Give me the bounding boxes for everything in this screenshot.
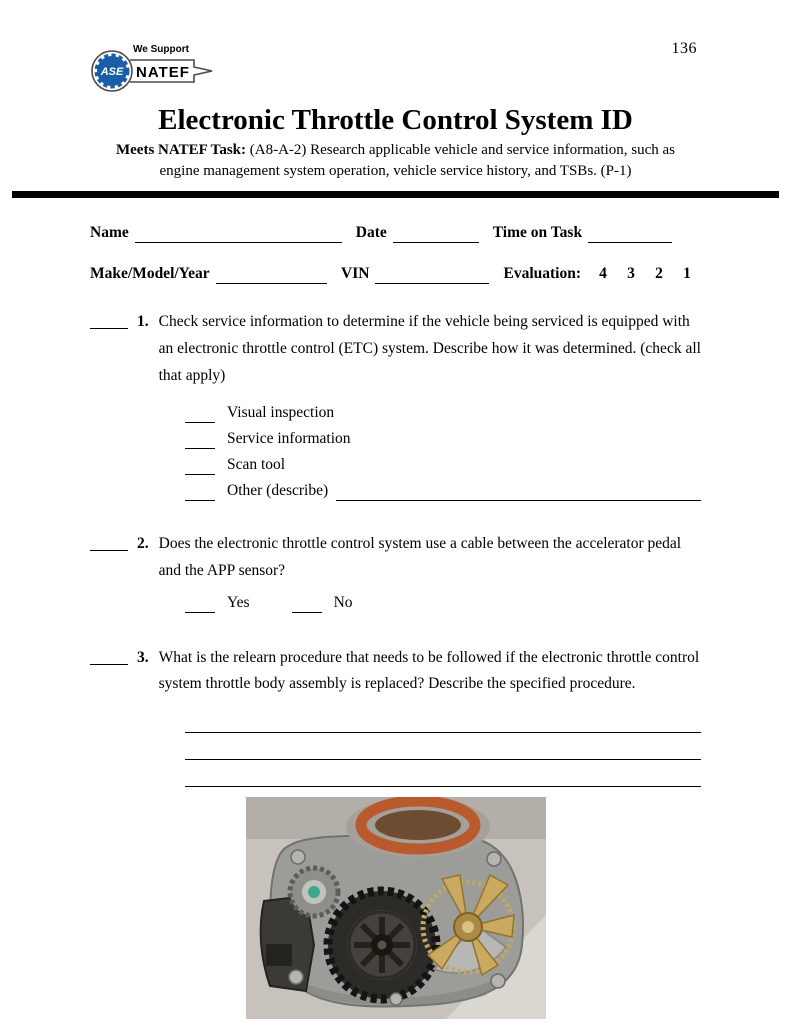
option-scan-tool	[185, 455, 701, 475]
option-service-information-checkbox[interactable]	[185, 432, 215, 449]
form-row-vehicle	[90, 264, 701, 284]
natef-logo-text: NATEF	[136, 64, 190, 81]
question-1-number: 1.	[137, 313, 149, 331]
make-model-year-label: Make/Model/Year	[90, 265, 210, 283]
date-label: Date	[355, 224, 387, 242]
option-visual-inspection-checkbox[interactable]	[185, 406, 215, 423]
throttle-body-photo	[246, 797, 546, 1019]
option-no-checkbox[interactable]	[292, 596, 322, 613]
vin-label: VIN	[341, 265, 370, 283]
ase-badge-text: ASE	[100, 66, 124, 78]
option-other-checkbox[interactable]	[185, 484, 215, 501]
name-label: Name	[90, 224, 129, 242]
evaluation-4[interactable]: 4	[599, 265, 607, 283]
question-3	[90, 645, 701, 698]
question-1	[90, 309, 701, 389]
question-2-options	[185, 593, 701, 613]
option-visual-inspection	[185, 403, 701, 423]
answer-line-2[interactable]	[185, 733, 701, 760]
logo-tagline: We Support	[133, 44, 189, 55]
vin-field[interactable]	[375, 267, 489, 284]
question-2-number: 2.	[137, 535, 149, 553]
natef-logo-graphic	[86, 40, 221, 102]
worksheet-content	[90, 223, 701, 787]
task-text-2: engine management system operation, vehicle service history, and TSBs. (P-1)	[159, 163, 632, 180]
option-service-information-label: Service information	[227, 430, 351, 448]
question-3-text: What is the relearn procedure that needs to be followed if the electronic throttle control system throttle body assembly is replaced? Describe the specified procedure.	[158, 648, 700, 693]
option-scan-tool-label: Scan tool	[227, 456, 286, 474]
question-1-text: Check service information to determine if the vehicle being serviced is equipped with an electronic throttle control (ETC) system. Describe how it was determined. (check all that apply)	[158, 313, 701, 384]
evaluation-1[interactable]: 1	[683, 265, 691, 283]
question-3-answer-lines	[185, 706, 701, 787]
task-label: Meets NATEF Task:	[115, 142, 246, 159]
option-yes-checkbox[interactable]	[185, 596, 215, 613]
question-1-options	[185, 403, 701, 501]
answer-line-3[interactable]	[185, 760, 701, 787]
question-3-grade-blank[interactable]	[90, 648, 128, 665]
name-field[interactable]	[135, 226, 342, 243]
question-3-number: 3.	[137, 648, 149, 666]
make-model-year-field[interactable]	[216, 267, 327, 284]
option-scan-tool-checkbox[interactable]	[185, 458, 215, 475]
evaluation-scale	[589, 264, 701, 284]
time-on-task-field[interactable]	[588, 226, 672, 243]
evaluation-label: Evaluation:	[503, 265, 581, 283]
natef-logo	[86, 40, 221, 107]
question-2	[90, 531, 701, 584]
divider-rule	[12, 191, 779, 198]
page-title: Electronic Throttle Control System ID	[158, 104, 633, 136]
task-line-1	[0, 140, 791, 161]
natef-task-statement	[0, 140, 791, 182]
question-2-text: Does the electronic throttle control system use a cable between the accelerator pedal and the APP sensor?	[158, 535, 682, 579]
option-other	[185, 481, 701, 501]
option-other-describe-field[interactable]	[336, 484, 701, 501]
option-visual-inspection-label: Visual inspection	[227, 404, 335, 422]
form-row-identity	[90, 223, 701, 243]
evaluation-3[interactable]: 3	[627, 265, 635, 283]
option-service-information	[185, 429, 701, 449]
option-other-label: Other (describe)	[227, 482, 329, 500]
header-top	[0, 0, 791, 102]
date-field[interactable]	[393, 226, 479, 243]
option-no-label: No	[333, 593, 353, 611]
task-text-1: (A8-A-2) Research applicable vehicle and service information, such as	[249, 142, 675, 159]
time-on-task-label: Time on Task	[492, 224, 583, 242]
question-1-grade-blank[interactable]	[90, 312, 128, 329]
answer-line-1[interactable]	[185, 706, 701, 733]
yes-no-row	[185, 593, 701, 613]
option-yes-label: Yes	[227, 593, 250, 611]
page-number: 136	[671, 40, 697, 57]
question-2-grade-blank[interactable]	[90, 534, 128, 551]
evaluation-2[interactable]: 2	[655, 265, 663, 283]
